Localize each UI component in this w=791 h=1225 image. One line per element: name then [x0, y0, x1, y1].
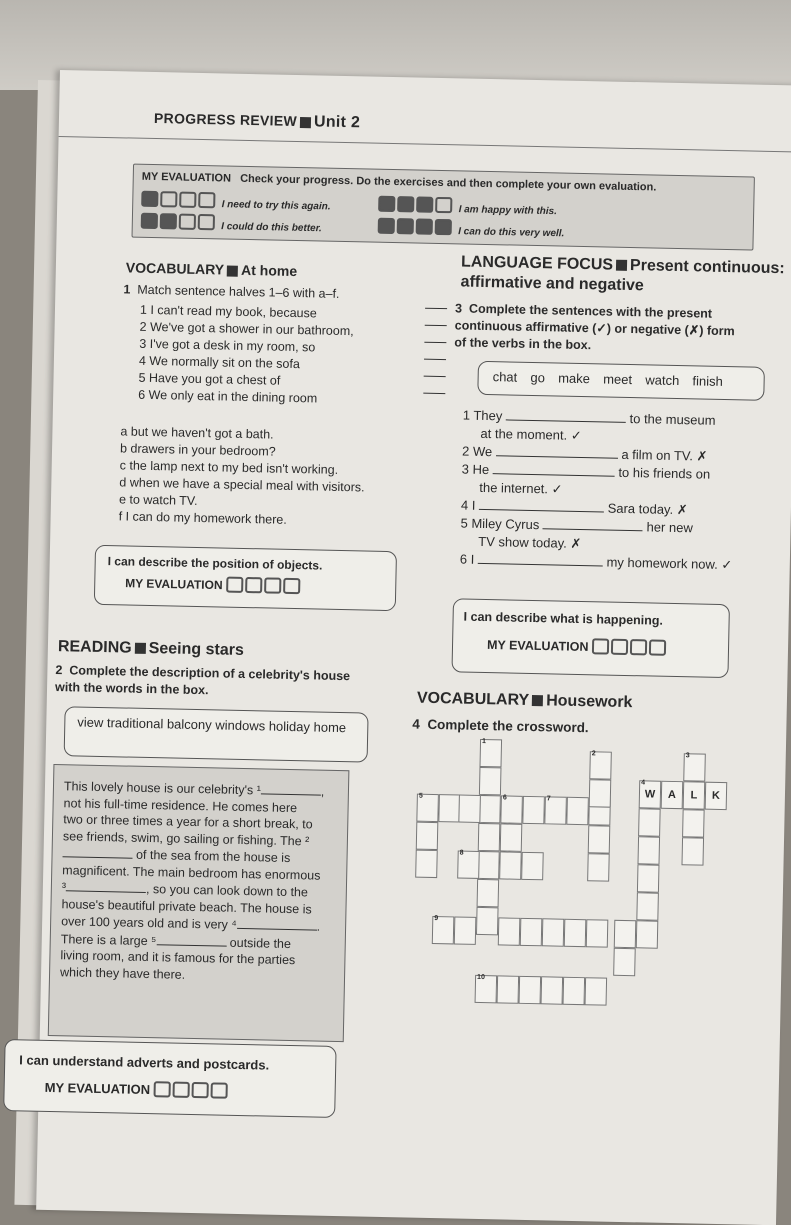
ex1-list [138, 302, 460, 411]
ex1-ending: c the lamp next to my bed isn't working. [119, 458, 339, 477]
my-eval-vocab: MY EVALUATION [125, 574, 302, 597]
eval-level-4: I can do this very well. [378, 218, 565, 243]
housework-heading: VOCABULARY Housework [416, 689, 633, 712]
crossword-cell[interactable] [500, 823, 523, 851]
crossword-cell[interactable]: A [661, 781, 684, 809]
can-do-box-language: I can describe what is happening. MY EVALUATION [451, 598, 729, 678]
ex1-instruction: 1 Match sentence halves 1–6 with a–f. [123, 282, 340, 301]
clue-number: 1 [481, 737, 487, 746]
evaluation-banner: MY EVALUATION Check your progress. Do the exercises and then complete your own evaluation. I need to try this again. I could do this better. I am happy with this. I can do this very well. [132, 164, 755, 251]
ex1-item: 3 I've got a desk in my room, so [139, 336, 459, 360]
eval-level-2: I could do this better. [141, 213, 322, 238]
ex1-item: 1 I can't read my book, because [140, 302, 460, 326]
crossword-cell[interactable] [498, 917, 521, 945]
eval-checkboxes[interactable] [226, 577, 302, 598]
crossword-cell[interactable] [636, 920, 659, 948]
ex1-ending: a but we haven't got a bath. [120, 424, 274, 442]
crossword-cell[interactable] [477, 879, 500, 907]
crossword-cell[interactable]: K [705, 782, 728, 810]
eval-level-3: I am happy with this. [378, 196, 557, 221]
eval-level-1: I need to try this again. [141, 191, 331, 216]
crossword-cell[interactable] [519, 976, 542, 1004]
language-heading: LANGUAGE FOCUS Present continuous: [460, 253, 785, 278]
crossword-cell[interactable] [478, 823, 501, 851]
can-do-box-reading: I can understand adverts and postcards. MY EVALUATION [3, 1039, 336, 1118]
crossword-cell[interactable] [636, 892, 659, 920]
eval-checkboxes[interactable] [592, 638, 668, 659]
reading-text: This lovely house is our celebrity's ¹ , not his full-time residence. He comes here two or three times a year for a short break, to see friends, swim, go sailing or fishing. The ² of the sea from the house is magnificent. The main bedroom has enormous ³ , so you can look down to the house's beautiful private beach. The house is over 100 years old and is very ⁴ . There is a large ⁵ outside the living room, and it is famous for the parties which they have there. [48, 764, 350, 1042]
ex1-item: 4 We normally sit on the sofa [139, 353, 459, 377]
can-do-box-vocab: I can describe the position of objects. MY EVALUATION [94, 545, 397, 611]
ex1-item: 2 We've got a shower in our bathroom, [139, 319, 459, 343]
crossword-cell[interactable] [522, 796, 545, 824]
crossword-cell[interactable] [637, 864, 660, 892]
crossword-cell[interactable] [564, 919, 587, 947]
ex2-instruction: 2 Complete the description of a celebrity's house with the words in the box. [54, 663, 351, 698]
crossword-cell[interactable] [638, 808, 661, 836]
ex3-verb-box: chat go make meet watch finish [477, 361, 765, 401]
crossword-cell[interactable] [458, 795, 481, 823]
ex4-instruction: 4 Complete the crossword. [412, 716, 589, 736]
crossword-cell[interactable] [499, 851, 522, 879]
crossword-cell[interactable] [416, 822, 439, 850]
crossword-cell[interactable] [587, 853, 610, 881]
crossword-cell[interactable]: L [683, 781, 706, 809]
clue-number: 6 [502, 794, 507, 802]
ex1-ending: b drawers in your bedroom? [119, 441, 276, 459]
crossword-cell[interactable] [566, 797, 589, 825]
my-eval-reading: MY EVALUATION [44, 1079, 229, 1102]
clue-number: 3 [685, 752, 690, 760]
crossword-cell[interactable] [637, 836, 660, 864]
crossword [413, 738, 738, 1005]
crossword-cell[interactable] [521, 852, 544, 880]
crossword-cell[interactable] [479, 767, 502, 795]
ex3-sentences: 1 They to the museum at the moment. ✓ 2 We a film on TV. ✗ 3 He to his friends on the internet. ✓ 4 I Sara today. ✗ 5 Miley Cyrus her new TV show today. ✗ 6 I my homework now. ✓ [459, 407, 733, 573]
crossword-cell[interactable] [476, 907, 499, 935]
ex1-ending: d when we have a special meal with visitors. [119, 475, 365, 495]
ex1-item: 5 Have you got a chest of [138, 370, 458, 394]
crossword-cell[interactable] [563, 977, 586, 1005]
crossword-cell[interactable]: W [639, 780, 662, 808]
crossword-cell[interactable] [454, 916, 477, 944]
crossword-cell[interactable] [585, 977, 608, 1005]
crossword-cell[interactable] [588, 825, 611, 853]
clue-number: 2 [591, 750, 596, 758]
crossword-cell[interactable] [415, 850, 438, 878]
crossword-cell[interactable] [477, 851, 500, 879]
ex1-endings [118, 423, 450, 532]
workbook-page [19, 70, 791, 1225]
language-subheading: affirmative and negative [460, 273, 644, 295]
ex3-instruction: 3 Complete the sentences with the present continuous affirmative (✓) or negative (✗) form of the verbs in the box. [454, 301, 735, 353]
clue-number: 9 [434, 915, 439, 923]
crossword-cell[interactable] [520, 918, 543, 946]
divider [59, 136, 791, 152]
crossword-cell[interactable] [589, 779, 612, 807]
eval-checkboxes[interactable] [154, 1081, 230, 1102]
crossword-cell[interactable] [681, 837, 704, 865]
crossword-cell[interactable] [613, 948, 636, 976]
crossword-cell[interactable] [497, 975, 520, 1003]
reading-heading: READING Seeing stars [57, 638, 244, 659]
my-eval-language: MY EVALUATION [487, 636, 668, 659]
ex2-wordbox: view traditional balcony windows holiday home [64, 706, 369, 762]
clue-number: 5 [418, 792, 423, 800]
vocab-heading: VOCABULARY At home [125, 259, 298, 280]
clue-number: 8 [459, 849, 464, 857]
ex1-ending: e to watch TV. [118, 492, 198, 508]
ex1-ending: f I can do my homework there. [118, 509, 287, 527]
crossword-cell[interactable] [478, 795, 501, 823]
crossword-cell[interactable] [586, 919, 609, 947]
crossword-cell[interactable] [541, 976, 564, 1004]
ex1-item: 6 We only eat in the dining room [138, 387, 458, 411]
crossword-cell[interactable] [614, 920, 637, 948]
crossword-cell[interactable] [542, 918, 565, 946]
page-title: PROGRESS REVIEW Unit 2 [153, 109, 361, 132]
clue-number: 10 [477, 973, 485, 982]
clue-number: 7 [546, 795, 551, 803]
crossword-cell[interactable] [682, 809, 705, 837]
clue-number: 4 [641, 779, 646, 787]
